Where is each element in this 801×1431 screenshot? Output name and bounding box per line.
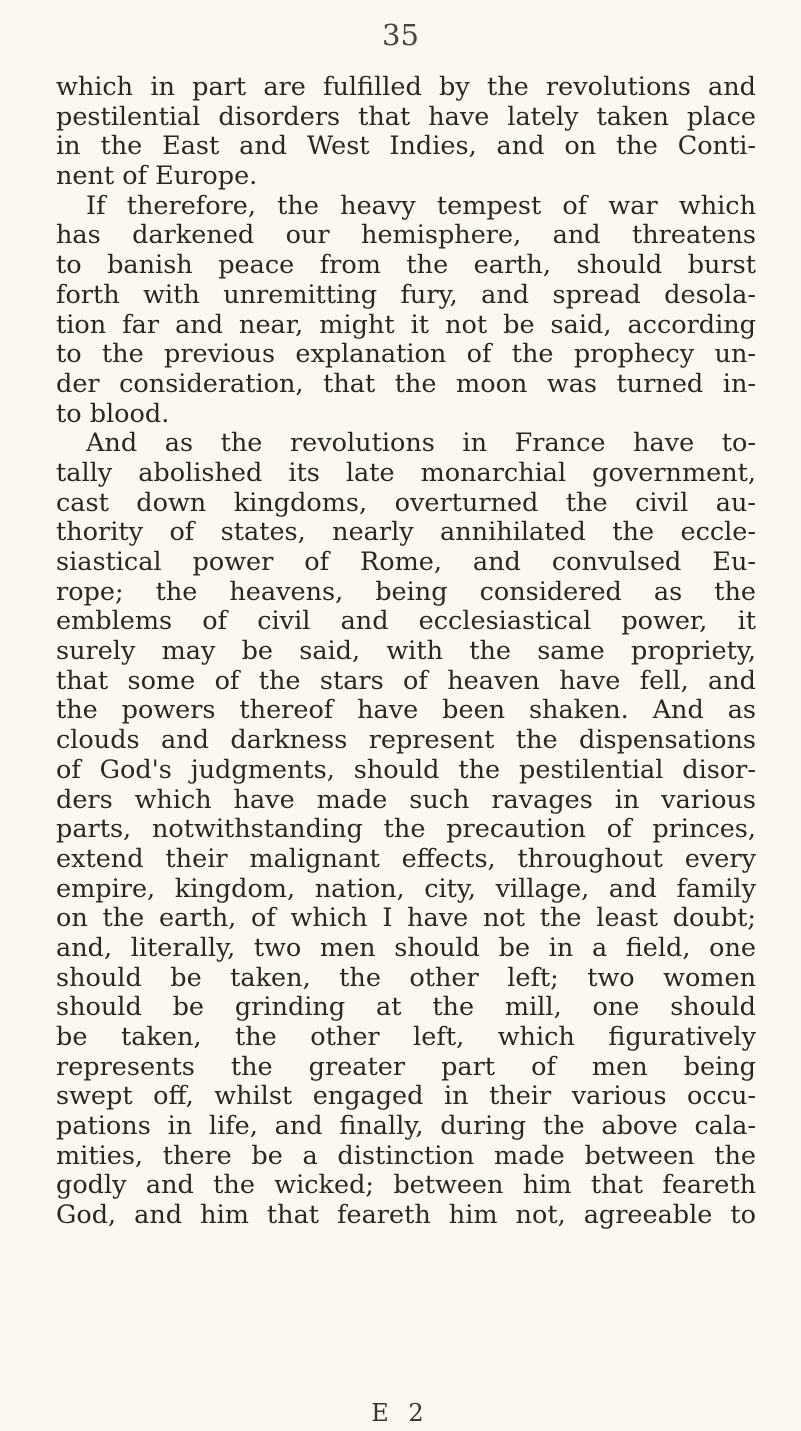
text-line: thority of states, nearly annihilated the eccle- xyxy=(56,518,756,548)
text-line: rope; the heavens, being considered as the xyxy=(56,577,756,607)
text-line: should be grinding at the mill, one should xyxy=(56,993,756,1023)
text-line: and, literally, two men should be in a field, one xyxy=(56,933,756,963)
page-number: 35 xyxy=(382,18,419,52)
text-line: to banish peace from the earth, should burst xyxy=(56,251,756,281)
text-line: ders which have made such ravages in various xyxy=(56,785,756,815)
text-line: on the earth, of which I have not the least doubt; xyxy=(56,904,756,934)
text-line: pestilential disorders that have lately taken place xyxy=(56,102,756,132)
text-line: parts, notwithstanding the precaution of princes, xyxy=(56,815,756,845)
text-line: to the previous explanation of the prophecy un- xyxy=(56,340,756,370)
text-line: in the East and West Indies, and on the Conti- xyxy=(56,132,756,162)
text-line: cast down kingdoms, overturned the civil au- xyxy=(56,488,756,518)
body-text xyxy=(56,73,756,1231)
text-line: If therefore, the heavy tempest of war which xyxy=(86,191,756,221)
text-line: forth with unremitting fury, and spread desola- xyxy=(56,280,756,310)
signature-mark: E 2 xyxy=(371,1399,430,1427)
text-line: surely may be said, with the same propriety, xyxy=(56,637,756,667)
text-line: swept off, whilst engaged in their various occu- xyxy=(56,1082,756,1112)
text-line: mities, there be a distinction made between the xyxy=(56,1141,756,1171)
text-line: be taken, the other left, which figuratively xyxy=(56,1023,756,1052)
text-line: which in part are fulfilled by the revolutions and xyxy=(56,73,756,102)
text-line: siastical power of Rome, and convulsed Eu- xyxy=(56,548,756,577)
text-line: godly and the wicked; between him that feareth xyxy=(56,1171,756,1201)
text-line: der consideration, that the moon was turned in- xyxy=(56,369,756,399)
text-line: God, and him that feareth him not, agreeable to xyxy=(56,1201,756,1231)
text-line: And as the revolutions in France have to- xyxy=(86,429,756,459)
text-line: extend their malignant effects, throughout every xyxy=(56,844,756,874)
text-line: empire, kingdom, nation, city, village, and family xyxy=(56,874,756,904)
text-line: clouds and darkness represent the dispensations xyxy=(56,726,756,756)
text-line: represents the greater part of men being xyxy=(56,1052,756,1082)
text-line: that some of the stars of heaven have fell, and xyxy=(56,666,756,696)
text-line: pations in life, and finally, during the above cala- xyxy=(56,1112,756,1142)
text-line: has darkened our hemisphere, and threatens xyxy=(56,221,756,251)
text-line: of God's judgments, should the pestilential disor- xyxy=(56,755,756,785)
text-line: tion far and near, might it not be said, according xyxy=(56,310,756,340)
text-line: nent of Europe. xyxy=(56,162,258,192)
text-line: should be taken, the other left; two women xyxy=(56,963,756,993)
text-line: to blood. xyxy=(56,399,170,429)
text-line: tally abolished its late monarchial government, xyxy=(56,458,756,488)
text-line: emblems of civil and ecclesiastical power, it xyxy=(56,607,756,637)
text-line: the powers thereof have been shaken. And as xyxy=(56,696,756,726)
